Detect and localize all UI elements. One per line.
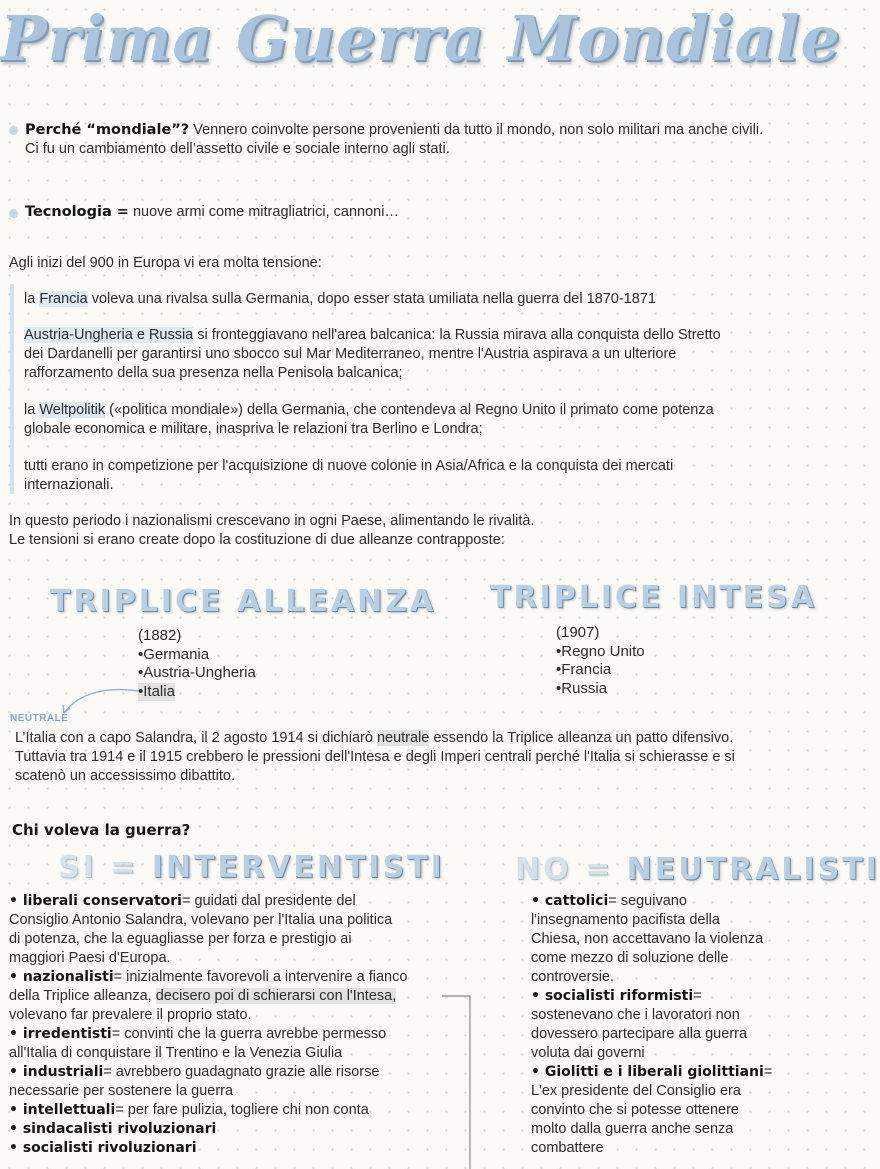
tech-paragraph bbox=[25, 203, 825, 222]
list-item bbox=[9, 930, 469, 949]
p3-line1: («politica mondiale») della Germania, che contendeva al Regno Unito il primato come potenza bbox=[105, 402, 714, 418]
list-item-text: convinto che si potesse ottenere bbox=[531, 1102, 739, 1118]
tech-label: Tecnologia = bbox=[25, 204, 129, 220]
list-item bbox=[9, 1025, 469, 1044]
intesa-item: •Regno Unito bbox=[556, 642, 645, 660]
neutralisti-list bbox=[531, 892, 821, 1158]
list-item-text: necessarie per sostenere la guerra bbox=[9, 1083, 234, 1099]
list-item-label: • liberali conservatori bbox=[9, 893, 182, 909]
list-item bbox=[9, 1063, 469, 1082]
alleanza-item: (1882) bbox=[138, 627, 182, 644]
list-item-text: = seguivano bbox=[608, 893, 687, 909]
list-item bbox=[9, 949, 469, 968]
list-item bbox=[531, 1120, 821, 1139]
list-item-text: = bbox=[693, 988, 702, 1004]
list-item-label: • irredentisti bbox=[9, 1026, 112, 1042]
list-item-text: come mezzo di soluzione delle bbox=[531, 950, 729, 966]
nationalism-line1: In questo periodo i nazionalismi crescevano in ogni Paese, alimentando le rivalità. bbox=[9, 513, 535, 529]
triplice-intesa-list bbox=[556, 624, 645, 698]
list-item-label: • cattolici bbox=[531, 893, 609, 909]
intesa-item: •Francia bbox=[556, 661, 612, 678]
p2-line3: rafforzamento della sua presenza nella Penisola balcanica; bbox=[24, 365, 403, 381]
list-item-text: di potenza, che la eguagliasse per forza e prestigio ai bbox=[9, 931, 352, 947]
list-item-text: dovessero partecipare alla guerra bbox=[531, 1026, 748, 1042]
list-item bbox=[531, 911, 821, 930]
list-item-text: = avrebbero guadagnato grazie alle risorse bbox=[103, 1064, 380, 1080]
list-item bbox=[531, 930, 821, 949]
list-item-text: = bbox=[763, 1064, 773, 1080]
interventisti-list bbox=[9, 892, 469, 1158]
neutrale-highlight: neutrale bbox=[376, 730, 430, 746]
intesa-item: •Russia bbox=[556, 679, 608, 697]
list-item-text: Consiglio Antonio Salandra, volevano per l'Italia una politica bbox=[9, 912, 393, 928]
p2-line2: dei Dardanelli per garantirsi uno sbocco sul Mar Mediterraneo, mentre l'Austria aspirava a un ulteriore bbox=[24, 346, 677, 362]
interventisti-title bbox=[58, 850, 445, 885]
p3-line2: globale economica e militare, inaspriva le relazioni tra Berlino e Londra; bbox=[24, 421, 483, 437]
list-item bbox=[9, 1101, 469, 1120]
francia-highlight: Francia bbox=[39, 291, 88, 307]
nationalism-line2: Le tensioni si erano create dopo la costituzione di due alleanze contrapposte: bbox=[9, 532, 505, 548]
list-item bbox=[531, 987, 821, 1006]
p4-line1: tutti erano in competizione per l'acquisizione di nuove colonie in Asia/Africa e la conquista dei mercati bbox=[24, 458, 674, 474]
list-item bbox=[531, 1082, 821, 1101]
triplice-intesa-title: TRIPLICE INTESA bbox=[490, 580, 817, 615]
list-item-label: • Giolitti e i liberali giolittiani bbox=[531, 1064, 764, 1080]
neutrale-label: NEUTRALE bbox=[10, 713, 69, 724]
list-item bbox=[9, 1006, 469, 1025]
italy-line2: Tuttavia tra 1914 e il 1915 crebbero le pressioni dell'Intesa e degli Imperi centrali perché l'Italia si schierasse e si bbox=[15, 749, 735, 765]
list-item-text: = guidati dal presidente del bbox=[181, 893, 356, 909]
list-item-text: all'Italia di conquistare il Trentino e la Venezia Giulia bbox=[9, 1045, 343, 1061]
list-item bbox=[9, 987, 469, 1006]
p4-line2: internazionali. bbox=[24, 477, 114, 493]
list-item bbox=[9, 1044, 469, 1063]
list-item bbox=[531, 892, 821, 911]
neutralisti-prefix: NO = bbox=[515, 852, 614, 887]
list-item bbox=[9, 1120, 469, 1139]
list-item bbox=[9, 911, 469, 930]
tension-paragraph-balcani bbox=[24, 326, 824, 383]
p1-pre: la bbox=[24, 291, 40, 307]
mondiale-label: Perché “mondiale”? bbox=[25, 122, 190, 138]
list-item-label: • nazionalisti bbox=[9, 969, 114, 985]
list-item bbox=[531, 1139, 821, 1158]
interventisti-title-text: INTERVENTISTI bbox=[151, 850, 445, 885]
list-item-text: voluta dai governi bbox=[531, 1045, 645, 1061]
p2-line1: si fronteggiavano nell'area balcanica: la Russia mirava alla conquista dello Stretto bbox=[193, 327, 721, 343]
neutralisti-title bbox=[515, 852, 880, 887]
italy-line3: scatenò un accessissimo dibattito. bbox=[15, 768, 236, 784]
p3-pre: la bbox=[24, 402, 40, 418]
mondiale-paragraph bbox=[25, 121, 825, 159]
interventisti-prefix: SI = bbox=[58, 850, 139, 885]
bullet-dot-icon bbox=[9, 209, 18, 218]
list-item-text: L'ex presidente del Consiglio era bbox=[531, 1083, 741, 1099]
italy-paragraph bbox=[15, 729, 825, 786]
list-item bbox=[9, 1139, 469, 1158]
list-item-label: • socialisti riformisti bbox=[531, 988, 694, 1004]
alleanza-item: •Italia bbox=[138, 682, 175, 700]
triplice-alleanza-list bbox=[138, 627, 256, 701]
tension-heading: Agli inizi del 900 in Europa vi era molta tensione: bbox=[9, 255, 322, 271]
list-item-text: l'insegnamento pacifista della bbox=[531, 912, 720, 928]
connector-line bbox=[440, 988, 480, 1169]
page-title: Prima Guerra Mondiale bbox=[0, 2, 841, 75]
list-item bbox=[531, 1025, 821, 1044]
list-item-text: volevano far prevalere il proprio stato. bbox=[9, 1007, 252, 1023]
alleanza-item: •Germania bbox=[138, 645, 210, 663]
bullet-dot-icon bbox=[9, 126, 18, 135]
war-question-heading: Chi voleva la guerra? bbox=[12, 821, 191, 839]
list-item-label: • sindacalisti rivoluzionari bbox=[9, 1121, 217, 1137]
tension-paragraph-colonie bbox=[24, 457, 824, 495]
tension-paragraph-francia bbox=[24, 290, 824, 309]
intesa-item: (1907) bbox=[556, 624, 600, 641]
list-item-text: = per fare pulizia, togliere chi non conta bbox=[115, 1102, 369, 1118]
list-item bbox=[9, 968, 469, 987]
list-item bbox=[531, 1006, 821, 1025]
list-item-text: della Triplice alleanza, bbox=[9, 988, 156, 1004]
tension-vertical-bar bbox=[10, 284, 14, 494]
weltpolitik-highlight: Weltpolitik bbox=[39, 402, 106, 418]
list-item-text: maggiori Paesi d'Europa. bbox=[9, 950, 171, 966]
list-item-label: • intellettuali bbox=[9, 1102, 116, 1118]
triplice-alleanza-title: TRIPLICE ALLEANZA bbox=[50, 584, 437, 619]
nationalism-paragraph bbox=[9, 512, 819, 550]
italy-line1-pre: L’Italia con a capo Salandra, il 2 agosto 1914 si dichiarò bbox=[15, 730, 377, 746]
list-item-text: Chiesa, non accettavano la violenza bbox=[531, 931, 764, 947]
list-item bbox=[9, 892, 469, 911]
list-item-label: • socialisti rivoluzionari bbox=[9, 1140, 197, 1156]
list-item bbox=[531, 1044, 821, 1063]
list-item-highlight: decisero poi di schierarsi con l'Intesa, bbox=[155, 988, 397, 1004]
alleanza-item: •Austria-Ungheria bbox=[138, 664, 256, 681]
list-item-text: combattere bbox=[531, 1140, 604, 1156]
list-item bbox=[531, 968, 821, 987]
p1-post: voleva una rivalsa sulla Germania, dopo esser stata umiliata nella guerra del 1870-1871 bbox=[87, 291, 656, 307]
tension-paragraph-weltpolitik bbox=[24, 401, 824, 439]
list-item bbox=[531, 949, 821, 968]
tech-text: nuove armi come mitragliatrici, cannoni… bbox=[128, 204, 399, 220]
mondiale-text-1: Vennero coinvolte persone provenienti da tutto il mondo, non solo militari ma anche civili. bbox=[189, 122, 764, 138]
list-item-text: controversie. bbox=[531, 969, 615, 985]
list-item-text: sostenevano che i lavoratori non bbox=[531, 1007, 740, 1023]
list-item-label: • industriali bbox=[9, 1064, 104, 1080]
neutralisti-title-text: NEUTRALISTI bbox=[626, 852, 880, 887]
list-item-text: molto dalla guerra anche senza bbox=[531, 1121, 734, 1137]
list-item-text: = convinti che la guerra avrebbe permesso bbox=[111, 1026, 387, 1042]
mondiale-text-2: Ci fu un cambiamento dell’assetto civile e sociale interno agli stati. bbox=[25, 141, 450, 157]
list-item bbox=[9, 1082, 469, 1101]
list-item bbox=[531, 1101, 821, 1120]
list-item bbox=[531, 1063, 821, 1082]
list-item-text: = inizialmente favorevoli a intervenire a fianco bbox=[113, 969, 408, 985]
italy-line1-post: essendo la Triplice alleanza un patto difensivo. bbox=[429, 730, 734, 746]
austria-russia-highlight: Austria-Ungheria e Russia bbox=[24, 327, 194, 343]
